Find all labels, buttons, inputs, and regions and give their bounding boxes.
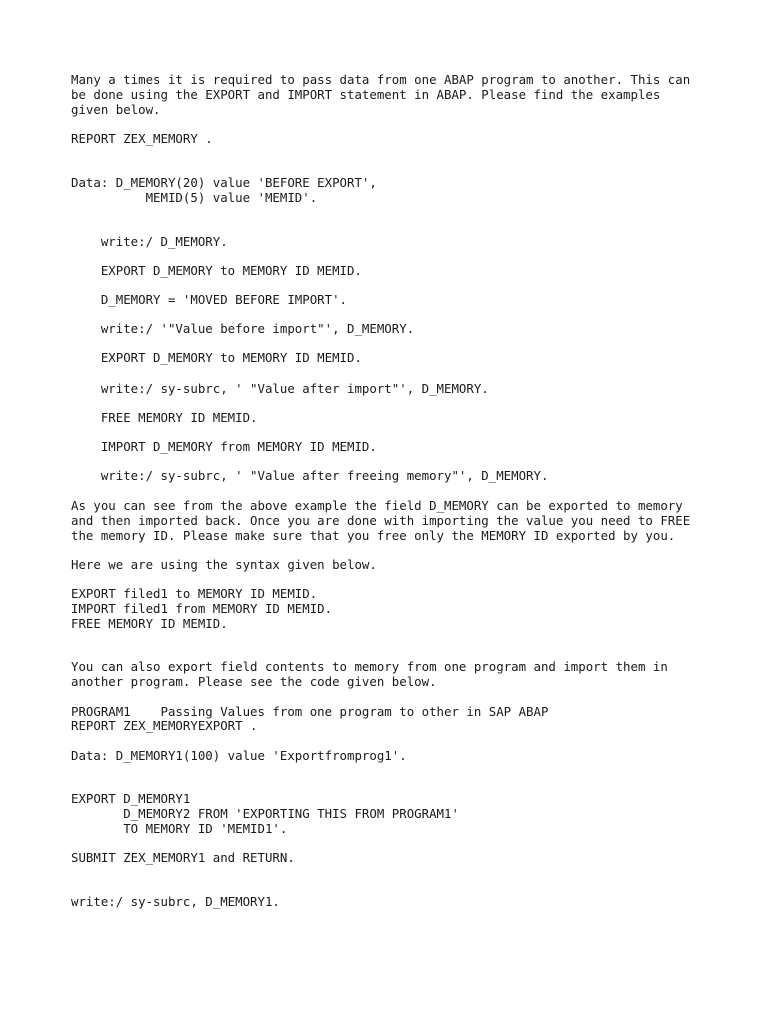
export-line: D_MEMORY2 FROM 'EXPORTING THIS FROM PROGRAM1': [71, 806, 459, 821]
code-line: EXPORT D_MEMORY to MEMORY ID MEMID.: [71, 350, 362, 365]
explanation-line-1: As you can see from the above example the field D_MEMORY can be exported to memory: [71, 498, 683, 513]
code-line: write:/ sy-subrc, ' "Value after freeing memory"', D_MEMORY.: [71, 468, 549, 483]
code-line: D_MEMORY = 'MOVED BEFORE IMPORT'.: [71, 292, 348, 307]
explanation-line-2: and then imported back. Once you are done with importing the value you need to FREE: [71, 513, 691, 528]
syntax-intro: Here we are using the syntax given below.: [71, 557, 377, 572]
code-line: write:/ '"Value before import"', D_MEMORY.: [71, 321, 415, 336]
explanation-line-3: the memory ID. Please make sure that you free only the MEMORY ID exported by you.: [71, 528, 676, 543]
program1-report: REPORT ZEX_MEMORYEXPORT .: [71, 718, 258, 733]
cross-program-intro-line-1: You can also export field contents to memory from one program and import them in: [71, 659, 668, 674]
code-line: EXPORT D_MEMORY to MEMORY ID MEMID.: [71, 263, 362, 278]
export-line: TO MEMORY ID 'MEMID1'.: [71, 821, 288, 836]
intro-line-1: Many a times it is required to pass data from one ABAP program to another. This can: [71, 72, 691, 87]
final-write-statement: write:/ sy-subrc, D_MEMORY1.: [71, 894, 280, 909]
data-declaration-line-2: MEMID(5) value 'MEMID'.: [71, 190, 318, 205]
submit-statement: SUBMIT ZEX_MEMORY1 and RETURN.: [71, 850, 295, 865]
data-declaration-2: Data: D_MEMORY1(100) value 'Exportfromprog1'.: [71, 748, 407, 763]
code-line: write:/ D_MEMORY.: [71, 234, 228, 249]
data-declaration-line-1: Data: D_MEMORY(20) value 'BEFORE EXPORT',: [71, 175, 377, 190]
cross-program-intro-line-2: another program. Please see the code given below.: [71, 674, 437, 689]
export-line: EXPORT D_MEMORY1: [71, 791, 191, 806]
syntax-line: IMPORT filed1 from MEMORY ID MEMID.: [71, 601, 333, 616]
code-line: FREE MEMORY ID MEMID.: [71, 410, 258, 425]
code-line: IMPORT D_MEMORY from MEMORY ID MEMID.: [71, 439, 377, 454]
intro-line-2: be done using the EXPORT and IMPORT statement in ABAP. Please find the examples: [71, 87, 661, 102]
intro-line-3: given below.: [71, 102, 161, 117]
report-statement: REPORT ZEX_MEMORY .: [71, 131, 213, 146]
syntax-line: FREE MEMORY ID MEMID.: [71, 616, 228, 631]
program1-heading: PROGRAM1 Passing Values from one program to other in SAP ABAP: [71, 704, 549, 719]
syntax-line: EXPORT filed1 to MEMORY ID MEMID.: [71, 586, 318, 601]
code-line: write:/ sy-subrc, ' "Value after import"', D_MEMORY.: [71, 381, 489, 396]
